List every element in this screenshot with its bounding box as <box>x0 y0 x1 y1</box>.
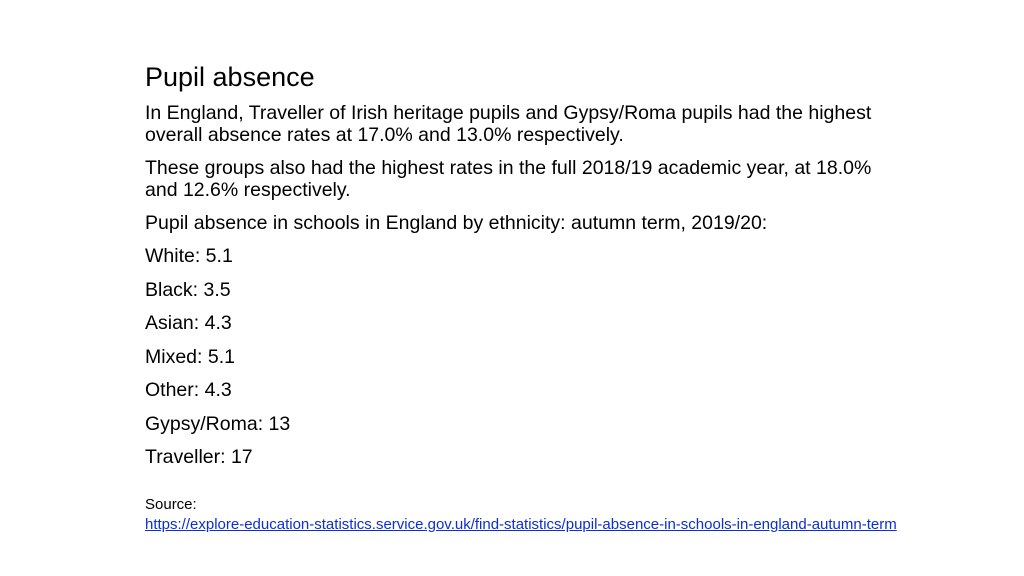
list-item-asian: Asian: 4.3 <box>145 312 232 334</box>
list-item-gypsy-roma: Gypsy/Roma: 13 <box>145 412 291 435</box>
list-item-mixed: Mixed: 5.1 <box>145 345 235 368</box>
slide-content <box>145 60 905 480</box>
list-item-black: Black: 3.5 <box>145 278 231 301</box>
list-item-white: White: 5.1 <box>145 245 233 267</box>
source-citation <box>145 495 905 535</box>
slide-title: Pupil absence <box>145 62 315 92</box>
source-label: Source: <box>145 496 197 513</box>
list-item-other: Other: 4.3 <box>145 379 232 401</box>
intro-paragraph: In England, Traveller of Irish heritage pupils and Gypsy/Roma pupils had the highest overall absence rates at 17.0% and 13.0% respectively. <box>145 102 872 146</box>
source-link[interactable]: https://explore-education-statistics.service.gov.uk/find-statistics/pupil-absence-in-schools-in-england-autumn-term <box>145 516 897 533</box>
context-paragraph: These groups also had the highest rates in the full 2018/19 academic year, at 18.0% and 12.6% respectively. <box>145 157 872 201</box>
list-heading: Pupil absence in schools in England by ethnicity: autumn term, 2019/20: <box>145 212 768 234</box>
list-item-traveller: Traveller: 17 <box>145 446 253 468</box>
